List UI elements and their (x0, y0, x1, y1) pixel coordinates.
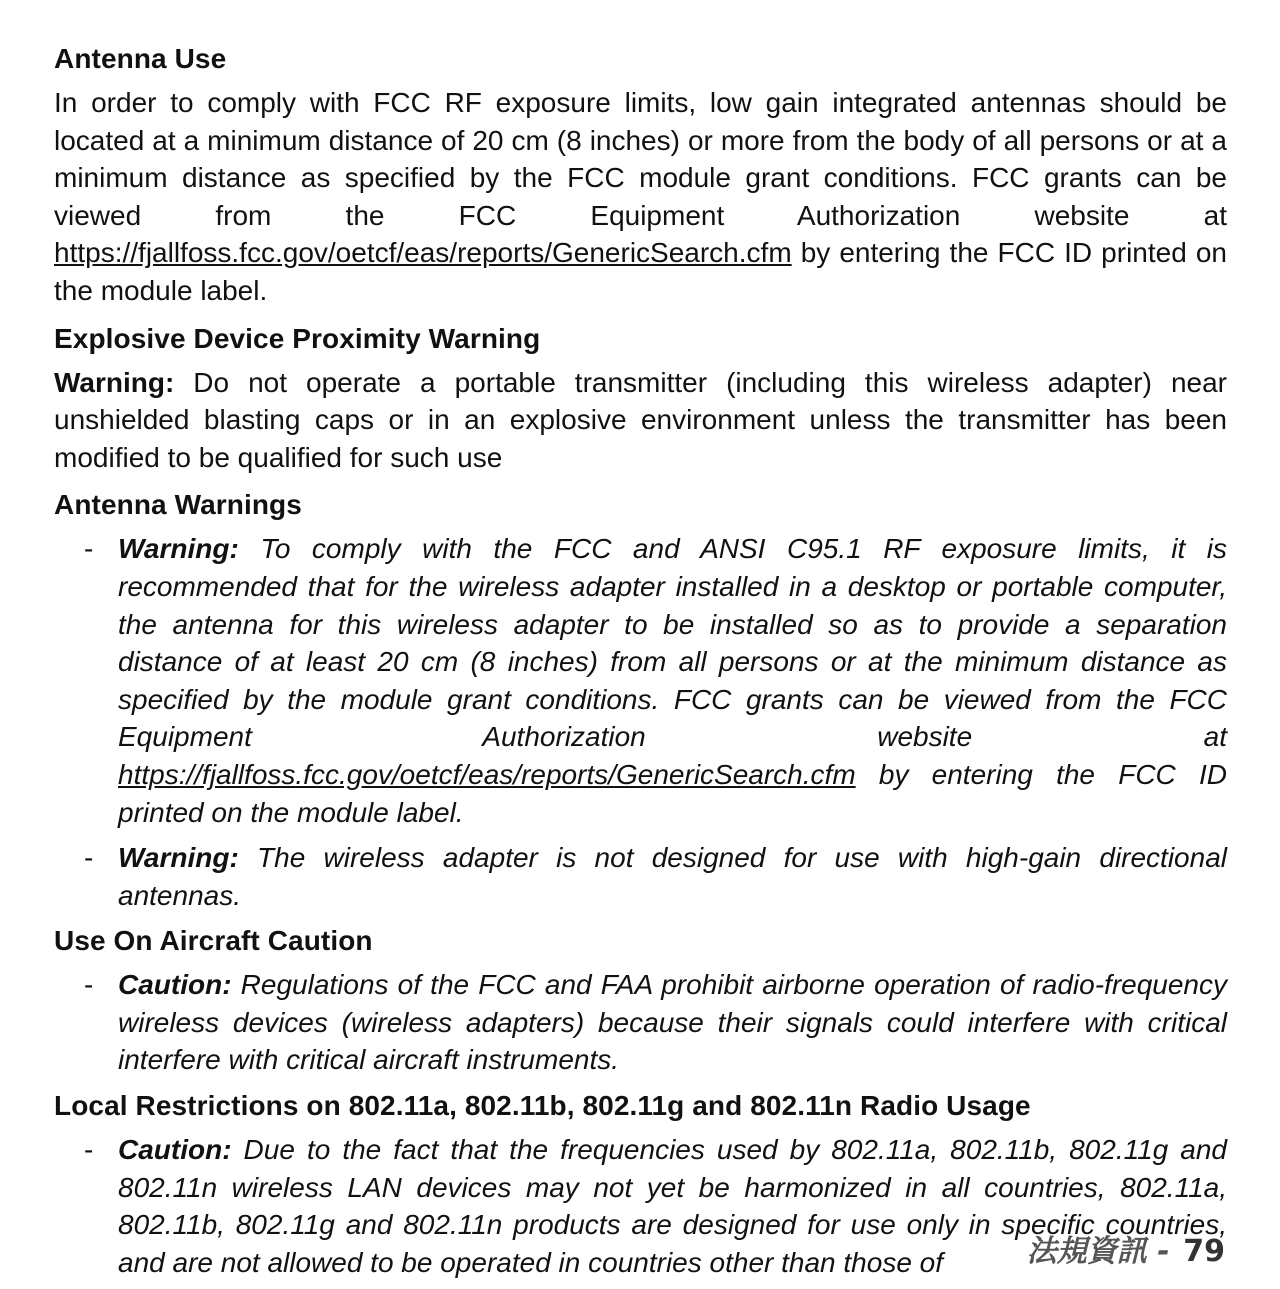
paragraph-explosive-warning (54, 364, 1227, 477)
list-text: Regulations of the FCC and FAA prohibit airborne operation of radio-frequency wireless devices (wireless adapters) because their signals could interfere with critical interfere with critical aircraft instruments. (118, 969, 1227, 1076)
paragraph-text: Do not operate a portable transmitter (including this wireless adapter) near unshielded blasting caps or in an explosive environment unless the transmitter has been modified to be qualified for such use (54, 366, 1227, 473)
heading-aircraft-caution: Use On Aircraft Caution (54, 925, 373, 957)
caution-label: Caution: (118, 969, 232, 1001)
page-footer (1027, 1232, 1225, 1272)
page-number: 79 (1183, 1234, 1225, 1269)
paragraph-text: In order to comply with FCC RF exposure limits, low gain integrated antennas should be located at a minimum distance of 20 cm (8 inches) or more from the body of all persons or at a minimum distance as specified by the FCC module grant conditions. FCC grants can be viewed from the FCC Equipment Authorization website at (54, 87, 1227, 231)
list-dash: - (84, 533, 94, 565)
list-text: Due to the fact that the frequencies used by 802.11a, 802.11b, 802.11g and 802.11n wireless LAN devices may not yet be harmonized in all countries, 802.11a, 802.11b, 802.11g and 802.11n products are designed for use only in specific countries, and are not allowed to be operated in countries other than those of (118, 1134, 1227, 1278)
heading-local-restrictions: Local Restrictions on 802.11a, 802.11b, 802.11g and 802.11n Radio Usage (54, 1090, 1031, 1122)
list-item (54, 530, 1227, 831)
warning-label: Warning: (54, 366, 175, 398)
list-dash: - (84, 969, 94, 1001)
chapter-title: 法規資訊 - (1026, 1234, 1170, 1269)
list-text: by entering the FCC ID printed on the module label. (118, 758, 1227, 828)
paragraph-text: by entering the FCC ID printed on the module label. (54, 237, 1227, 306)
list-item (54, 839, 1227, 914)
heading-explosive-warning: Explosive Device Proximity Warning (54, 322, 541, 354)
heading-antenna-use: Antenna Use (54, 43, 227, 74)
list-dash: - (84, 1134, 94, 1166)
document-page (54, 40, 1227, 1289)
list-text: To comply with the FCC and ANSI C95.1 RF exposure limits, it is recommended that for the wireless adapter installed in a desktop or portable computer, the antenna for this wireless adapter to be installed so as to provide a separation distance of at least 20 cm (8 inches) from all persons or at the minimum distance as specified by the module grant conditions. FCC grants can be viewed from the FCC Equipment Authorization website at (118, 533, 1227, 753)
list-item (54, 966, 1227, 1079)
fcc-search-link[interactable]: https://fjallfoss.fcc.gov/oetcf/eas/reports/GenericSearch.cfm (54, 237, 792, 269)
heading-antenna-warnings: Antenna Warnings (54, 489, 302, 521)
caution-label: Caution: (118, 1134, 232, 1166)
list-text: The wireless adapter is not designed for use with high-gain directional antennas. (118, 842, 1227, 911)
fcc-search-link[interactable]: https://fjallfoss.fcc.gov/oetcf/eas/reports/GenericSearch.cfm (118, 758, 856, 790)
warning-label: Warning: (118, 842, 239, 874)
paragraph-antenna-use (54, 84, 1227, 310)
warning-label: Warning: (118, 533, 239, 565)
list-dash: - (84, 842, 94, 874)
